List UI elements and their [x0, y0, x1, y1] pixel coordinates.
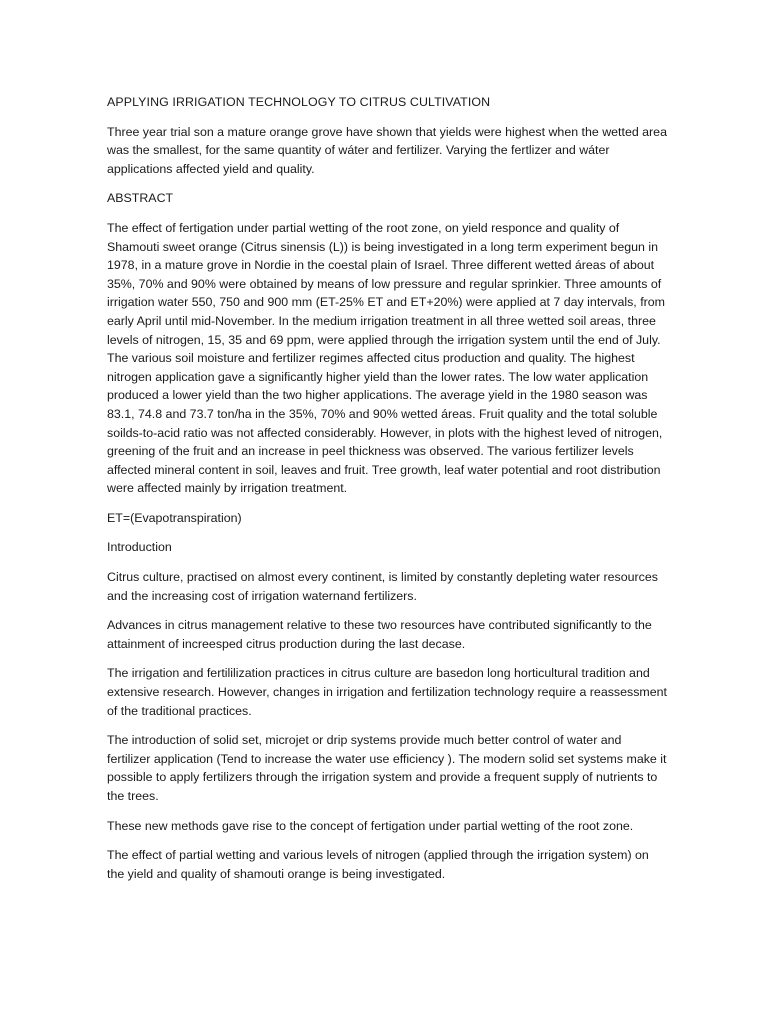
intro-paragraph: The irrigation and fertililization practices in citrus culture are basedon long horticultural tradition and extensive research. However, changes in irrigation and fertilization technology require a reassessment of the traditional practices. [107, 666, 667, 718]
intro-paragraph: These new methods gave rise to the concept of fertigation under partial wetting of the root zone. [107, 818, 634, 833]
abstract-body: The effect of fertigation under partial wetting of the root zone, on yield responce and quality of Shamouti sweet orange (Citrus sinensis (L)) is being investigated in a long term experiment begun in 1978, in a mature grove in Nordie in the coestal plain of Israel. Three different wetted áreas of about 35%, 70% and 90% were obtained by means of low pressure and regular sprinkier. Three amounts of irrigation water 550, 750 and 900 mm (ET-25% ET and ET+20%) were applied at 7 day intervals, from early April until mid-November. In the medium irrigation treatment in all three wetted soil areas, three levels of nitrogen, 15, 35 and 69 ppm, were applied through the irrigation system until the end of July. The various soil moisture and fertilizer regimes affected citus production and quality. The highest nitrogen application gave a significantly higher yield than the lower rates. The low water application produced a lower yield than the two higher applications. The average yield in the 1980 season was 83.1, 74.8 and 73.7 ton/ha in the 35%, 70% and 90% wetted áreas. Fruit quality and the total soluble soilds-to-acid ratio was not affected considerably. However, in plots with the highest leved of nitrogen, greening of the fruit and an increase in peel thickness was observed. The various fertilizer levels affected mineral content in soil, leaves and fruit. Tree growth, leaf water potential and root distribution were affected mainly by irrigation treatment. [107, 220, 665, 496]
document-title: APPLYING IRRIGATION TECHNOLOGY TO CITRUS CULTIVATION [107, 95, 491, 109]
intro-paragraph: The effect of partial wetting and various levels of nitrogen (applied through the irrigation system) on the yield and quality of shamouti orange is being investigated. [107, 848, 649, 881]
document-page [107, 93, 667, 894]
intro-paragraph: The introduction of solid set, microjet or drip systems provide much better control of water and fertilizer application (Tend to increase the water use efficiency ). The modern solid set systems make it possible to apply fertilizers through the irrigation system and provide a frequent supply of nutrients to the trees. [107, 733, 667, 803]
et-note: ET=(Evapotranspiration) [107, 510, 242, 525]
intro-paragraph: Citrus culture, practised on almost every continent, is limited by constantly depleting water resources and the increasing cost of irrigation waternand fertilizers. [107, 570, 658, 603]
summary-paragraph: Three year trial son a mature orange grove have shown that yields were highest when the wetted area was the smallest, for the same quantity of wáter and fertilizer. Varying the fertlizer and wáter applications affected yield and quality. [107, 124, 667, 176]
introduction-heading: Introduction [107, 540, 172, 555]
intro-paragraph: Advances in citrus management relative to these two resources have contributed significantly to the attainment of increesped citrus production during the last decase. [107, 618, 652, 651]
abstract-heading: ABSTRACT [107, 191, 174, 206]
